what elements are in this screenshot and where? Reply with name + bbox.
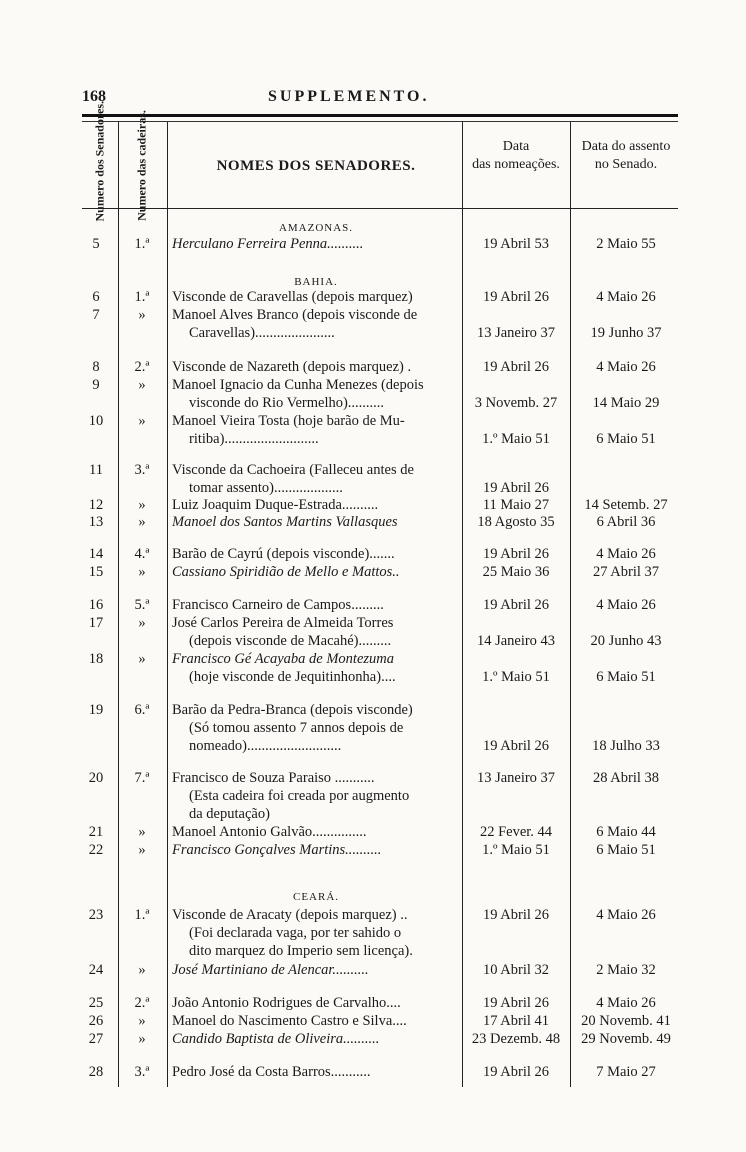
senator-name: Francisco de Souza Paraiso ........... <box>172 770 375 786</box>
seat-date: 6 Maio 51 <box>596 431 656 447</box>
nomination-date: 17 Abril 41 <box>482 1013 550 1029</box>
chair-number: » <box>138 1013 146 1029</box>
province-heading-amazonas: AMAZONAS. <box>278 222 354 234</box>
table-row <box>0 960 746 980</box>
nomination-date: 18 Agosto 35 <box>477 514 555 530</box>
header-data-nomeacoes <box>463 138 569 174</box>
senator-name: dito marquez do Imperio sem licença). <box>189 943 413 959</box>
senator-name: Visconde de Caravellas (depois marquez) <box>172 289 413 305</box>
chair-number: 1.ª <box>134 907 150 923</box>
senator-number: 26 <box>88 1013 104 1029</box>
table-row <box>0 287 746 307</box>
seat-date: 7 Maio 27 <box>596 1064 656 1080</box>
senator-number: 21 <box>88 824 104 840</box>
table-row <box>0 595 746 615</box>
nomination-date: 19 Abril 26 <box>482 1064 550 1080</box>
senator-number: 23 <box>88 907 104 923</box>
senator-number: 17 <box>88 615 104 631</box>
header-data-nomeacoes-line2: das nomeações. <box>472 157 560 172</box>
nomination-date: 19 Abril 53 <box>482 236 550 252</box>
seat-date: 20 Junho 43 <box>590 633 662 649</box>
senator-name: nomeado).......................... <box>189 738 342 754</box>
table-row <box>0 700 746 720</box>
table-row <box>0 1011 746 1031</box>
table-row <box>0 718 746 738</box>
table-row <box>0 1029 746 1049</box>
senator-number: 7 <box>92 307 100 323</box>
nomination-date: 19 Abril 26 <box>482 597 550 613</box>
table-row <box>0 234 746 254</box>
senator-name: Manoel Vieira Tosta (hoje barão de Mu- <box>172 413 405 429</box>
senator-name: (hoje visconde de Jequitinhonha).... <box>189 669 396 685</box>
seat-date: 6 Maio 44 <box>596 824 656 840</box>
senator-number: 28 <box>88 1064 104 1080</box>
senator-name: tomar assento)................... <box>189 480 343 496</box>
senator-number: 22 <box>88 842 104 858</box>
senator-name: visconde do Rio Vermelho).......... <box>189 395 385 411</box>
senator-number: 25 <box>88 995 104 1011</box>
senator-number: 8 <box>92 359 100 375</box>
chair-number: » <box>138 824 146 840</box>
seat-date: 2 Maio 55 <box>596 236 656 252</box>
nomination-date: 10 Abril 32 <box>482 962 550 978</box>
top-rule-thin <box>82 121 678 122</box>
seat-date: 19 Junho 37 <box>590 325 662 341</box>
nomination-date: 22 Fever. 44 <box>479 824 553 840</box>
senator-name: Visconde de Nazareth (depois marquez) . <box>172 359 412 375</box>
chair-number: » <box>138 564 146 580</box>
chair-number: » <box>138 413 146 429</box>
senator-number: 10 <box>88 413 104 429</box>
chair-number: » <box>138 1031 146 1047</box>
page-number: 168 <box>82 88 106 105</box>
table-row <box>0 375 746 395</box>
nomination-date: 19 Abril 26 <box>482 480 550 496</box>
table-row <box>0 736 746 756</box>
nomination-date: 11 Maio 27 <box>482 497 550 513</box>
senator-name: Manoel do Nascimento Castro e Silva.... <box>172 1013 407 1029</box>
senator-name: (Foi declarada vaga, por ter sahido o <box>189 925 402 941</box>
province-heading-bahia: BAHIA. <box>294 276 338 288</box>
table-row <box>0 429 746 449</box>
nomination-date: 13 Janeiro 37 <box>476 325 556 341</box>
header-rule <box>82 208 678 209</box>
senator-name: Manoel Antonio Galvão............... <box>172 824 367 840</box>
province-heading-ceara: CEARÁ. <box>292 891 340 903</box>
senator-name: (Só tomou assento 7 annos depois de <box>189 720 404 736</box>
senator-number: 19 <box>88 702 104 718</box>
chair-number: » <box>138 497 146 513</box>
senator-name: João Antonio Rodrigues de Carvalho.... <box>172 995 401 1011</box>
table-row <box>0 562 746 582</box>
senator-number: 24 <box>88 962 104 978</box>
chair-number: » <box>138 962 146 978</box>
senator-name: Francisco Gé Acayaba de Montezuma <box>172 651 395 667</box>
table-row <box>0 667 746 687</box>
table-row <box>0 460 746 480</box>
nomination-date: 19 Abril 26 <box>482 289 550 305</box>
header-nomes: NOMES DOS SENADORES. <box>216 158 416 174</box>
chair-number: 6.ª <box>134 702 150 718</box>
header-data-assento <box>572 138 680 174</box>
seat-date: 28 Abril 38 <box>592 770 660 786</box>
table-row <box>0 923 746 943</box>
nomination-date: 19 Abril 26 <box>482 359 550 375</box>
senator-number: 5 <box>92 236 100 252</box>
seat-date: 27 Abril 37 <box>592 564 660 580</box>
senator-number: 16 <box>88 597 104 613</box>
chair-number: 5.ª <box>134 597 150 613</box>
chair-number: 2.ª <box>134 359 150 375</box>
chair-number: 3.ª <box>134 1064 150 1080</box>
table-row <box>0 786 746 806</box>
senator-number: 12 <box>88 497 104 513</box>
chair-number: » <box>138 615 146 631</box>
table-row <box>0 768 746 788</box>
senator-name: da deputação) <box>189 806 270 822</box>
nomination-date: 1.º Maio 51 <box>482 669 550 685</box>
senator-number: 6 <box>92 289 100 305</box>
table-row <box>0 840 746 860</box>
running-title: SUPPLEMENTO. <box>268 88 430 105</box>
seat-date: 4 Maio 26 <box>596 359 656 375</box>
seat-date: 4 Maio 26 <box>596 995 656 1011</box>
seat-date: 6 Maio 51 <box>596 669 656 685</box>
seat-date: 14 Maio 29 <box>592 395 660 411</box>
seat-date: 2 Maio 32 <box>596 962 656 978</box>
header-numero-senadores: Numero dos Senadores. <box>92 100 107 222</box>
senator-name: Francisco Carneiro de Campos......... <box>172 597 384 613</box>
chair-number: » <box>138 377 146 393</box>
table-row <box>0 512 746 532</box>
senator-name: Manoel dos Santos Martins Vallasques <box>172 514 398 530</box>
senator-name: Francisco Gonçalves Martins.......... <box>172 842 382 858</box>
table-row <box>0 1062 746 1082</box>
senator-name: Pedro José da Costa Barros........... <box>172 1064 371 1080</box>
table-row <box>0 941 746 961</box>
seat-date: 4 Maio 26 <box>596 546 656 562</box>
senator-name: Candido Baptista de Oliveira.......... <box>172 1031 380 1047</box>
table-row <box>0 993 746 1013</box>
senator-name: José Martiniano de Alencar.......... <box>172 962 369 978</box>
nomination-date: 13 Janeiro 37 <box>476 770 556 786</box>
table-row <box>0 649 746 669</box>
senator-name: Visconde de Aracaty (depois marquez) .. <box>172 907 408 923</box>
table-row <box>0 804 746 824</box>
nomination-date: 1.º Maio 51 <box>482 842 550 858</box>
table-row <box>0 544 746 564</box>
chair-number: 1.ª <box>134 236 150 252</box>
senator-name: José Carlos Pereira de Almeida Torres <box>172 615 394 631</box>
table-row <box>0 305 746 325</box>
senator-number: 15 <box>88 564 104 580</box>
chair-number: » <box>138 307 146 323</box>
senator-name: Manoel Alves Branco (depois visconde de <box>172 307 418 323</box>
table-row <box>0 822 746 842</box>
header-data-assento-line2: no Senado. <box>594 157 658 172</box>
nomination-date: 1.º Maio 51 <box>482 431 550 447</box>
seat-date: 18 Julho 33 <box>592 738 660 754</box>
senator-name: Herculano Ferreira Penna.......... <box>172 236 364 252</box>
seat-date: 4 Maio 26 <box>596 597 656 613</box>
nomination-date: 25 Maio 36 <box>482 564 550 580</box>
table-row <box>0 393 746 413</box>
top-rule <box>82 114 678 117</box>
nomination-date: 14 Janeiro 43 <box>476 633 556 649</box>
senator-name: (Esta cadeira foi creada por augmento <box>189 788 410 804</box>
chair-number: 3.ª <box>134 462 150 478</box>
table-row <box>0 631 746 651</box>
senator-name: Barão de Cayrú (depois visconde)....... <box>172 546 395 562</box>
senator-number: 13 <box>88 514 104 530</box>
header-data-assento-line1: Data do assento <box>581 139 671 154</box>
header-numero-cadeiras: Numero das cadeiras. <box>134 110 149 221</box>
nomination-date: 19 Abril 26 <box>482 995 550 1011</box>
chair-number: 2.ª <box>134 995 150 1011</box>
nomination-date: 19 Abril 26 <box>482 546 550 562</box>
senator-name: Manoel Ignacio da Cunha Menezes (depois <box>172 377 424 393</box>
table-row <box>0 411 746 431</box>
senator-number: 11 <box>89 462 103 478</box>
chair-number: 4.ª <box>134 546 150 562</box>
senator-name: Cassiano Spiridião de Mello e Mattos.. <box>172 564 400 580</box>
chair-number: 7.ª <box>134 770 150 786</box>
seat-date: 20 Novemb. 41 <box>581 1013 671 1029</box>
header-data-nomeacoes-line1: Data <box>502 139 530 154</box>
chair-number: 1.ª <box>134 289 150 305</box>
senator-name: Luiz Joaquim Duque-Estrada.......... <box>172 497 379 513</box>
senator-name: Caravellas)...................... <box>189 325 335 341</box>
senator-name: ritiba).......................... <box>189 431 319 447</box>
seat-date: 14 Setemb. 27 <box>584 497 668 513</box>
nomination-date: 3 Novemb. 27 <box>474 395 558 411</box>
senator-number: 18 <box>88 651 104 667</box>
seat-date: 4 Maio 26 <box>596 907 656 923</box>
seat-date: 6 Abril 36 <box>596 514 656 530</box>
senator-number: 27 <box>88 1031 104 1047</box>
seat-date: 6 Maio 51 <box>596 842 656 858</box>
nomination-date: 19 Abril 26 <box>482 738 550 754</box>
chair-number: » <box>138 842 146 858</box>
table-row <box>0 905 746 925</box>
chair-number: » <box>138 651 146 667</box>
table-row <box>0 613 746 633</box>
senator-number: 14 <box>88 546 104 562</box>
senator-name: Barão da Pedra-Branca (depois visconde) <box>172 702 413 718</box>
seat-date: 4 Maio 26 <box>596 289 656 305</box>
table-row <box>0 357 746 377</box>
chair-number: » <box>138 514 146 530</box>
senator-name: Visconde da Cachoeira (Falleceu antes de <box>172 462 414 478</box>
senator-name: (depois visconde de Macahé)......... <box>189 633 392 649</box>
seat-date: 29 Novemb. 49 <box>581 1031 671 1047</box>
nomination-date: 19 Abril 26 <box>482 907 550 923</box>
table-row <box>0 323 746 343</box>
senator-number: 9 <box>92 377 100 393</box>
senator-number: 20 <box>88 770 104 786</box>
nomination-date: 23 Dezemb. 48 <box>471 1031 561 1047</box>
